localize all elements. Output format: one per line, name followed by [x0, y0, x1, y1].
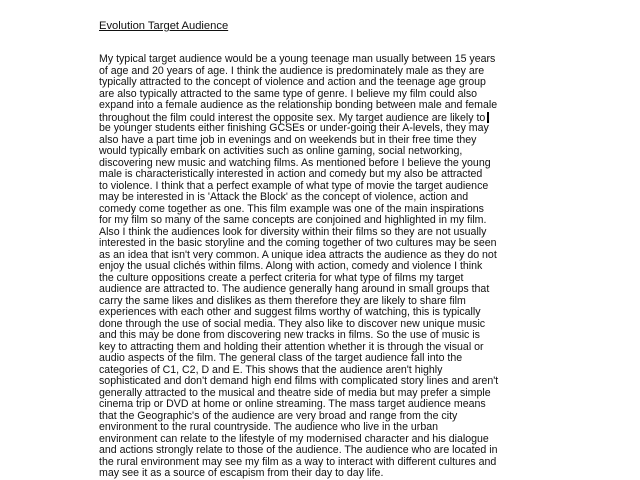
body-line: generally attracted to the musical and theatre side of media but may prefer a simple	[99, 386, 491, 399]
body-line: that the Geographic's of the audience are very broad and range from the city	[99, 409, 458, 422]
body-line: audio aspects of the film. The general class of the target audience fall into the	[99, 352, 463, 364]
body-line: typically attracted to the concept of violence and action and the teenage age group	[99, 76, 486, 88]
body-line: as an idea that isn't very common. A unique idea attracts the audience as they do not	[99, 248, 497, 261]
body-line: male is characteristically interested in action and comedy but my also be attracted	[99, 168, 483, 180]
body-line: Also I think the audiences look for diversity within their films so they are not usually	[99, 225, 487, 238]
body-line: My typical target audience would be a young teenage man usually between 15 years	[99, 53, 496, 65]
body-line: expand into a female audience as the relationship bonding between male and female	[99, 99, 498, 111]
body-line: sophisticated and don't demand high end films with complicated story lines and aren't	[99, 375, 499, 387]
body-line: the rural environment may see my film as a way to interact with different cultures and	[99, 455, 497, 468]
body-line: experiences with each other and suggest films worthy of watching, this is typically	[99, 306, 481, 318]
body-line-text: throughout the film could interest the opposite sex. My target audience are likely to	[99, 111, 486, 124]
body-line: and this may be done from discovering new tracks in films. So the use of music is	[99, 329, 480, 341]
body-line: would typically embark on activities such as online gaming, social networking,	[99, 145, 463, 157]
body-line: also have a part time job in evenings and on weekends but in their free time they	[99, 133, 477, 146]
body-line: discovering new music and watching films. As mentioned before I believe the young	[99, 156, 491, 169]
body-line: may be interested in is 'Attack the Block' as the concept of violence, action and	[99, 191, 469, 203]
body-line: for my film so many of the same concepts are conjoined and highlighted in my film.	[99, 214, 487, 226]
body-line: carry the same likes and dislikes as them therefore they are likely to share film	[99, 294, 466, 307]
body-line: the culture oppositions create a perfect criteria for what type of films my target	[99, 271, 464, 284]
body-line: environment to the rural countryside. The audience who live in the urban	[99, 421, 439, 433]
document-title: Evolution Target Audience	[99, 20, 229, 32]
body-line: key to attracting them and holding their attention whether it is through the visual or	[99, 340, 484, 353]
body-line: and actions strongly relate to those of the audience. The audience who are located in	[99, 444, 498, 456]
document-body[interactable]	[99, 54, 539, 480]
body-line: environment can relate to the lifestyle of my modernised character and his dialogue	[99, 432, 489, 445]
body-line: of age and 20 years of age. I think the audience is predominately male as they are	[99, 64, 485, 77]
body-line: be younger students either finishing GCSEs or under-going their A-levels, they may	[99, 122, 489, 134]
body-line: audience are attracted to. The audience generally hang around in small groups that	[99, 283, 490, 295]
body-line: interested in the basic storyline and the coming together of two cultures may be seen	[99, 237, 497, 249]
body-line: are also typically attracted to the same type of genre. I believe my film could also	[99, 87, 478, 100]
body-line: categories of C1, C2, D and E. This shows that the audience aren't highly	[99, 363, 443, 376]
body-line: may see it as a source of escapism from their day to day life.	[99, 467, 384, 479]
body-line: enjoy the usual clichés within films. Along with action, comedy and violence I think	[99, 260, 483, 272]
body-line: comedy come together as one. This film example was one of the main inspirations	[99, 202, 484, 215]
text-cursor	[487, 112, 489, 123]
body-line: cinema trip or DVD at home or online streaming. The mass target audience means	[99, 398, 486, 410]
body-line: done through the use of social media. They also like to discover new unique music	[99, 317, 486, 330]
body-line: to violence. I think that a perfect example of what type of movie the target audience	[99, 179, 489, 192]
